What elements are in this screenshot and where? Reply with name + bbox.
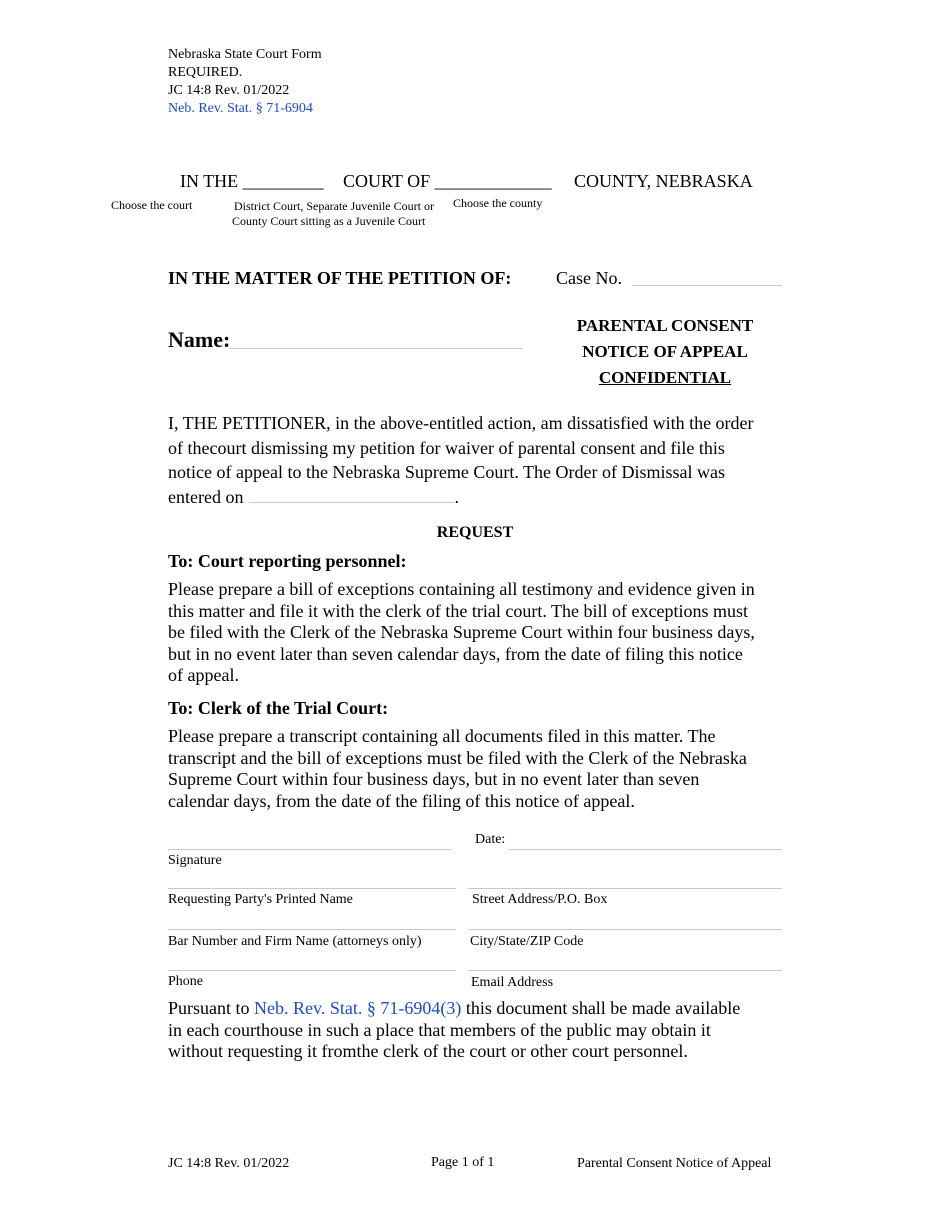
petitioner-label: I, THE PETITIONER xyxy=(168,413,327,433)
notice-paragraph: Pursuant to Neb. Rev. Stat. § 71-6904(3) this document shall be made available in each courthouse in such a place that members of the public may obtain it without requesting it fromthe clerk of the court or other court personnel. xyxy=(168,998,741,1061)
footer-page-number: Page 1 of 1 xyxy=(431,1155,495,1170)
street-address-label: Street Address/P.O. Box xyxy=(472,892,608,907)
notice-statute-link[interactable]: Neb. Rev. Stat. § 71-6904(3) xyxy=(254,998,462,1018)
clerk-paragraph: Please prepare a transcript containing all documents filed in this matter. The transcript and the bill of exceptions must be filed with the Clerk of the Nebraska Supreme Court within four business days, but in no event later than seven calendar days, from the date of the filing of this notice of appeal. xyxy=(168,726,747,811)
required-label: REQUIRED. xyxy=(168,65,243,80)
city-state-zip-field[interactable] xyxy=(468,929,782,930)
clerk-heading: To: Clerk of the Trial Court: xyxy=(168,698,389,718)
title-line-1: PARENTAL CONSENT xyxy=(576,316,754,335)
hint-choose-court[interactable]: Choose the court xyxy=(111,198,193,212)
printed-name-field[interactable] xyxy=(168,888,456,889)
hint-court-type-2: County Court sitting as a Juvenile Court xyxy=(232,214,426,228)
phone-field[interactable] xyxy=(168,970,456,971)
footer-form-id: JC 14:8 Rev. 01/2022 xyxy=(168,1156,290,1171)
hint-choose-county[interactable]: Choose the county xyxy=(453,196,543,210)
name-label: Name: xyxy=(168,327,231,352)
court-county: COUNTY, NEBRASKA xyxy=(574,171,753,191)
court-in-the: IN THE _________ xyxy=(180,171,324,191)
intro-paragraph: I, THE PETITIONER, in the above-entitled action, am dissatisfied with the order of thecourt dismissing my petition for waiver of parental consent and file this notice of appeal to the Nebraska Supreme Court. The Order of Dismissal was entered on . xyxy=(168,413,754,507)
form-id: JC 14:8 Rev. 01/2022 xyxy=(168,83,290,98)
signature-field[interactable] xyxy=(168,849,452,850)
statute-link[interactable]: Neb. Rev. Stat. § 71-6904 xyxy=(168,101,313,116)
bar-number-label: Bar Number and Firm Name (attorneys only) xyxy=(168,934,422,949)
title-confidential: CONFIDENTIAL xyxy=(598,368,732,387)
printed-name-label: Requesting Party's Printed Name xyxy=(168,892,353,907)
case-no-field[interactable] xyxy=(632,285,782,286)
email-label: Email Address xyxy=(471,975,554,990)
form-name: Nebraska State Court Form xyxy=(168,47,322,62)
request-heading: REQUEST xyxy=(436,524,514,541)
hint-court-type-1: District Court, Separate Juvenile Court or xyxy=(234,199,434,213)
date-field[interactable] xyxy=(508,849,782,850)
case-no-label: Case No. xyxy=(556,268,622,288)
date-label: Date: xyxy=(475,832,506,847)
form-header xyxy=(168,46,322,118)
reporting-heading: To: Court reporting personnel: xyxy=(168,551,407,571)
signature-label: Signature xyxy=(168,853,222,868)
city-state-zip-label: City/State/ZIP Code xyxy=(470,934,584,949)
name-field[interactable] xyxy=(230,348,522,349)
document-title xyxy=(555,313,775,391)
footer-title: Parental Consent Notice of Appeal xyxy=(577,1156,772,1171)
dismissal-date-field[interactable] xyxy=(249,486,454,503)
bar-number-field[interactable] xyxy=(168,929,456,930)
email-field[interactable] xyxy=(468,970,782,971)
court-of: COURT OF _____________ xyxy=(343,171,552,191)
phone-label: Phone xyxy=(168,974,203,989)
street-address-field[interactable] xyxy=(468,888,782,889)
title-line-2: NOTICE OF APPEAL xyxy=(582,342,748,361)
matter-heading: IN THE MATTER OF THE PETITION OF: xyxy=(168,268,512,288)
reporting-paragraph: Please prepare a bill of exceptions containing all testimony and evidence given in this matter and file it with the clerk of the trial court. The bill of exceptions must be filed with the Clerk of the Nebraska Supreme Court within four business days, but in no event later than seven calendar days, from the date of filing this notice of appeal. xyxy=(168,579,755,685)
